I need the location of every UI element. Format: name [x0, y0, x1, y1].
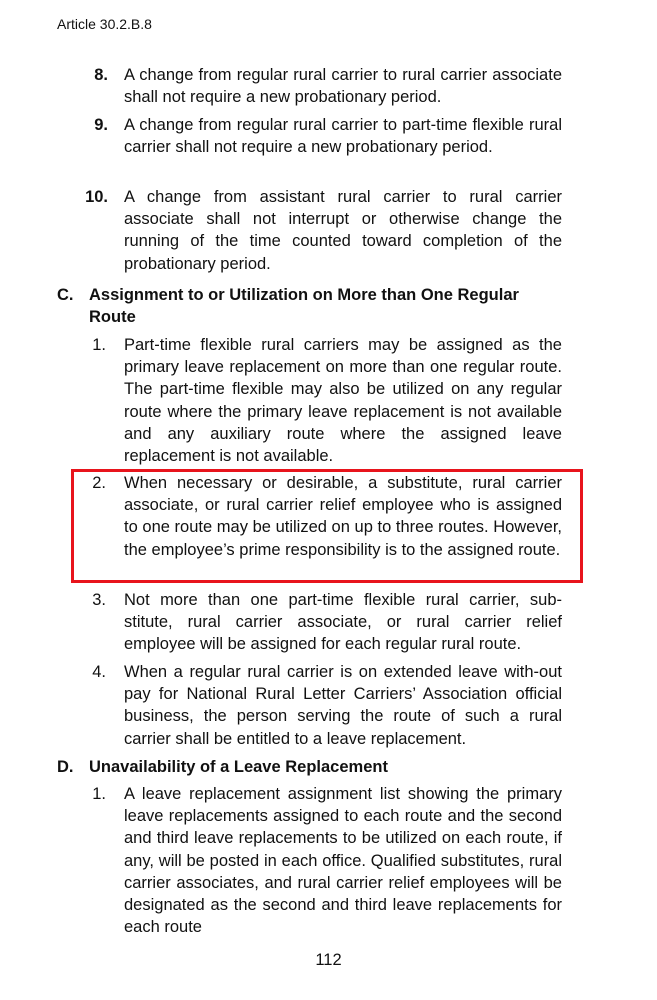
item-number: 4.	[92, 663, 106, 681]
item-text: A change from regular rural carrier to part-time flexible rural carrier shall not require a new probationary period.	[124, 116, 562, 157]
item-number: 1.	[92, 336, 106, 354]
item-number: 9.	[94, 116, 108, 134]
section-c-title: Assignment to or Utilization on More than One Regular Route	[89, 286, 519, 327]
item-number: 1.	[92, 785, 106, 803]
item-text: When a regular rural carrier is on extended leave with-out pay for National Rural Letter Carriers’ Association official business, the person serving the route of such a rural carrier shall be entitled to a leave replacement.	[124, 663, 562, 748]
item-number: 2.	[92, 474, 106, 492]
article-reference-header: Article 30.2.B.8	[57, 16, 152, 32]
item-text: A change from regular rural carrier to rural carrier associate shall not require a new probationary period.	[124, 66, 562, 107]
item-text: Part-time flexible rural carriers may be assigned as the primary leave replacement on more than one regular route. The part-time flexible may also be utilized on any regular route where the primary leave replacement is not available and any auxiliary route where the assigned leave replacement is not available.	[124, 336, 562, 466]
page-number: 112	[315, 951, 342, 969]
section-c-letter: C.	[57, 286, 74, 304]
item-text: A change from assistant rural carrier to rural carrier associate shall not interrupt or otherwise change the running of the time counted toward completion of the probationary period.	[124, 188, 562, 273]
item-number: 8.	[94, 66, 108, 84]
item-text: Not more than one part-time flexible rural carrier, sub-stitute, rural carrier associate, or rural carrier relief employee will be assigned for each regular rural route.	[124, 591, 562, 654]
section-d-letter: D.	[57, 758, 74, 776]
highlight-box	[71, 469, 583, 583]
item-number: 3.	[92, 591, 106, 609]
item-text: When necessary or desirable, a substitute, rural carrier associate, or rural carrier relief employee who is assigned to one route may be utilized on up to three routes. However, the employee’s prime responsibility is to the assigned route.	[124, 474, 562, 559]
item-number: 10.	[85, 188, 108, 206]
section-d-title: Unavailability of a Leave Replacement	[89, 758, 388, 776]
item-text: A leave replacement assignment list showing the primary leave replacements assigned to each route and the second and third leave replacements to be utilized on each route, if any, will be posted in each office. Qualified substitutes, rural carrier associates, and rural carrier relief employees will be designated as the second and third leave replacements for each route	[124, 785, 562, 937]
